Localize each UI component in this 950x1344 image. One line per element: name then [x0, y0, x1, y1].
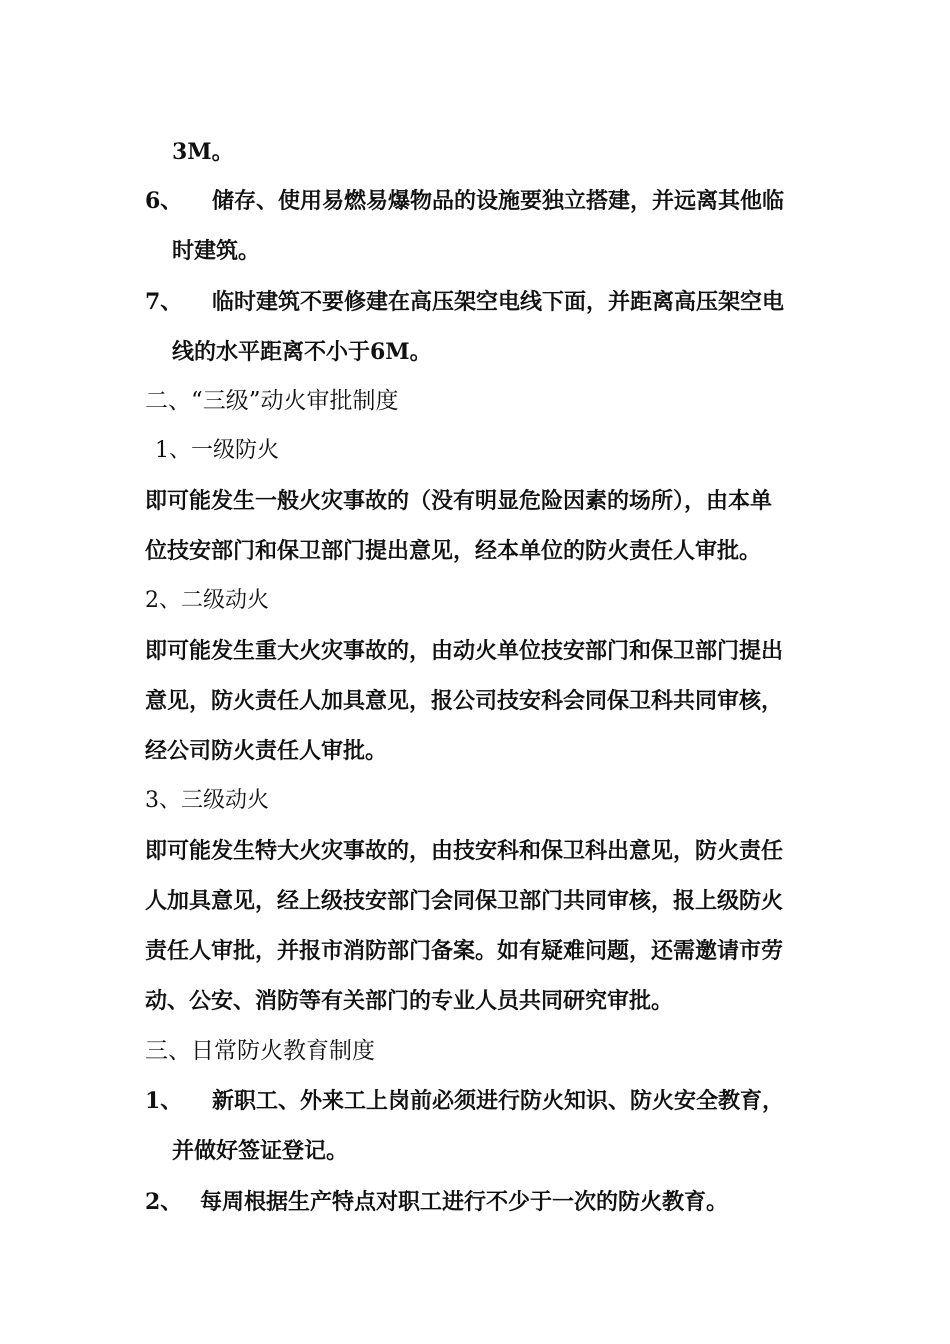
paragraph-line: 位技安部门和保卫部门提出意见，经本单位的防火责任人审批。 [145, 538, 762, 564]
list-item-text-cont: 线的水平距离不小于6M。 [172, 339, 432, 365]
level-1-title: 1、一级防火 [155, 438, 279, 463]
list-item-number: 7、 [145, 289, 183, 315]
paragraph-line: 动、公安、消防等有关部门的专业人员共同研究审批。 [145, 988, 674, 1014]
list-item-number: 1、 [145, 1088, 183, 1114]
paragraph-line: 即可能发生特大火灾事故的，由技安科和保卫科出意见，防火责任 [145, 838, 784, 864]
list-item-text: 新职工、外来工上岗前必须进行防火知识、防火安全教育， [212, 1088, 785, 1114]
paragraph-line: 经公司防火责任人审批。 [145, 738, 388, 764]
item5-continuation: 3M。 [172, 139, 234, 165]
level-3-title: 3、三级动火 [145, 788, 269, 813]
paragraph-line: 即可能发生重大火灾事故的，由动火单位技安部门和保卫部门提出 [145, 638, 784, 664]
paragraph-line: 即可能发生一般火灾事故的（没有明显危险因素的场所），由本单 [145, 488, 773, 514]
list-item-number: 6、 [145, 188, 183, 214]
list-item-text: 临时建筑不要修建在高压架空电线下面，并距离高压架空电 [212, 289, 785, 315]
section-heading-3: 三、日常防火教育制度 [145, 1038, 375, 1064]
list-item-text: 每周根据生产特点对职工进行不少于一次的防火教育。 [200, 1189, 729, 1215]
level-2-title: 2、二级动火 [145, 588, 269, 613]
paragraph-line: 责任人审批，并报市消防部门备案。如有疑难问题，还需邀请市劳 [145, 938, 784, 964]
list-item-text-cont: 时建筑。 [172, 238, 261, 264]
section-heading-2: 二、“三级”动火审批制度 [145, 388, 399, 414]
paragraph-line: 意见，防火责任人加具意见，报公司技安科会同保卫科共同审核， [145, 688, 784, 714]
paragraph-line: 人加具意见，经上级技安部门会同保卫部门共同审核，报上级防火 [145, 888, 784, 914]
list-item-number: 2、 [145, 1189, 183, 1215]
list-item-text-cont: 并做好签证登记。 [172, 1138, 349, 1164]
list-item-text: 储存、使用易燃易爆物品的设施要独立搭建，并远离其他临 [212, 188, 785, 214]
